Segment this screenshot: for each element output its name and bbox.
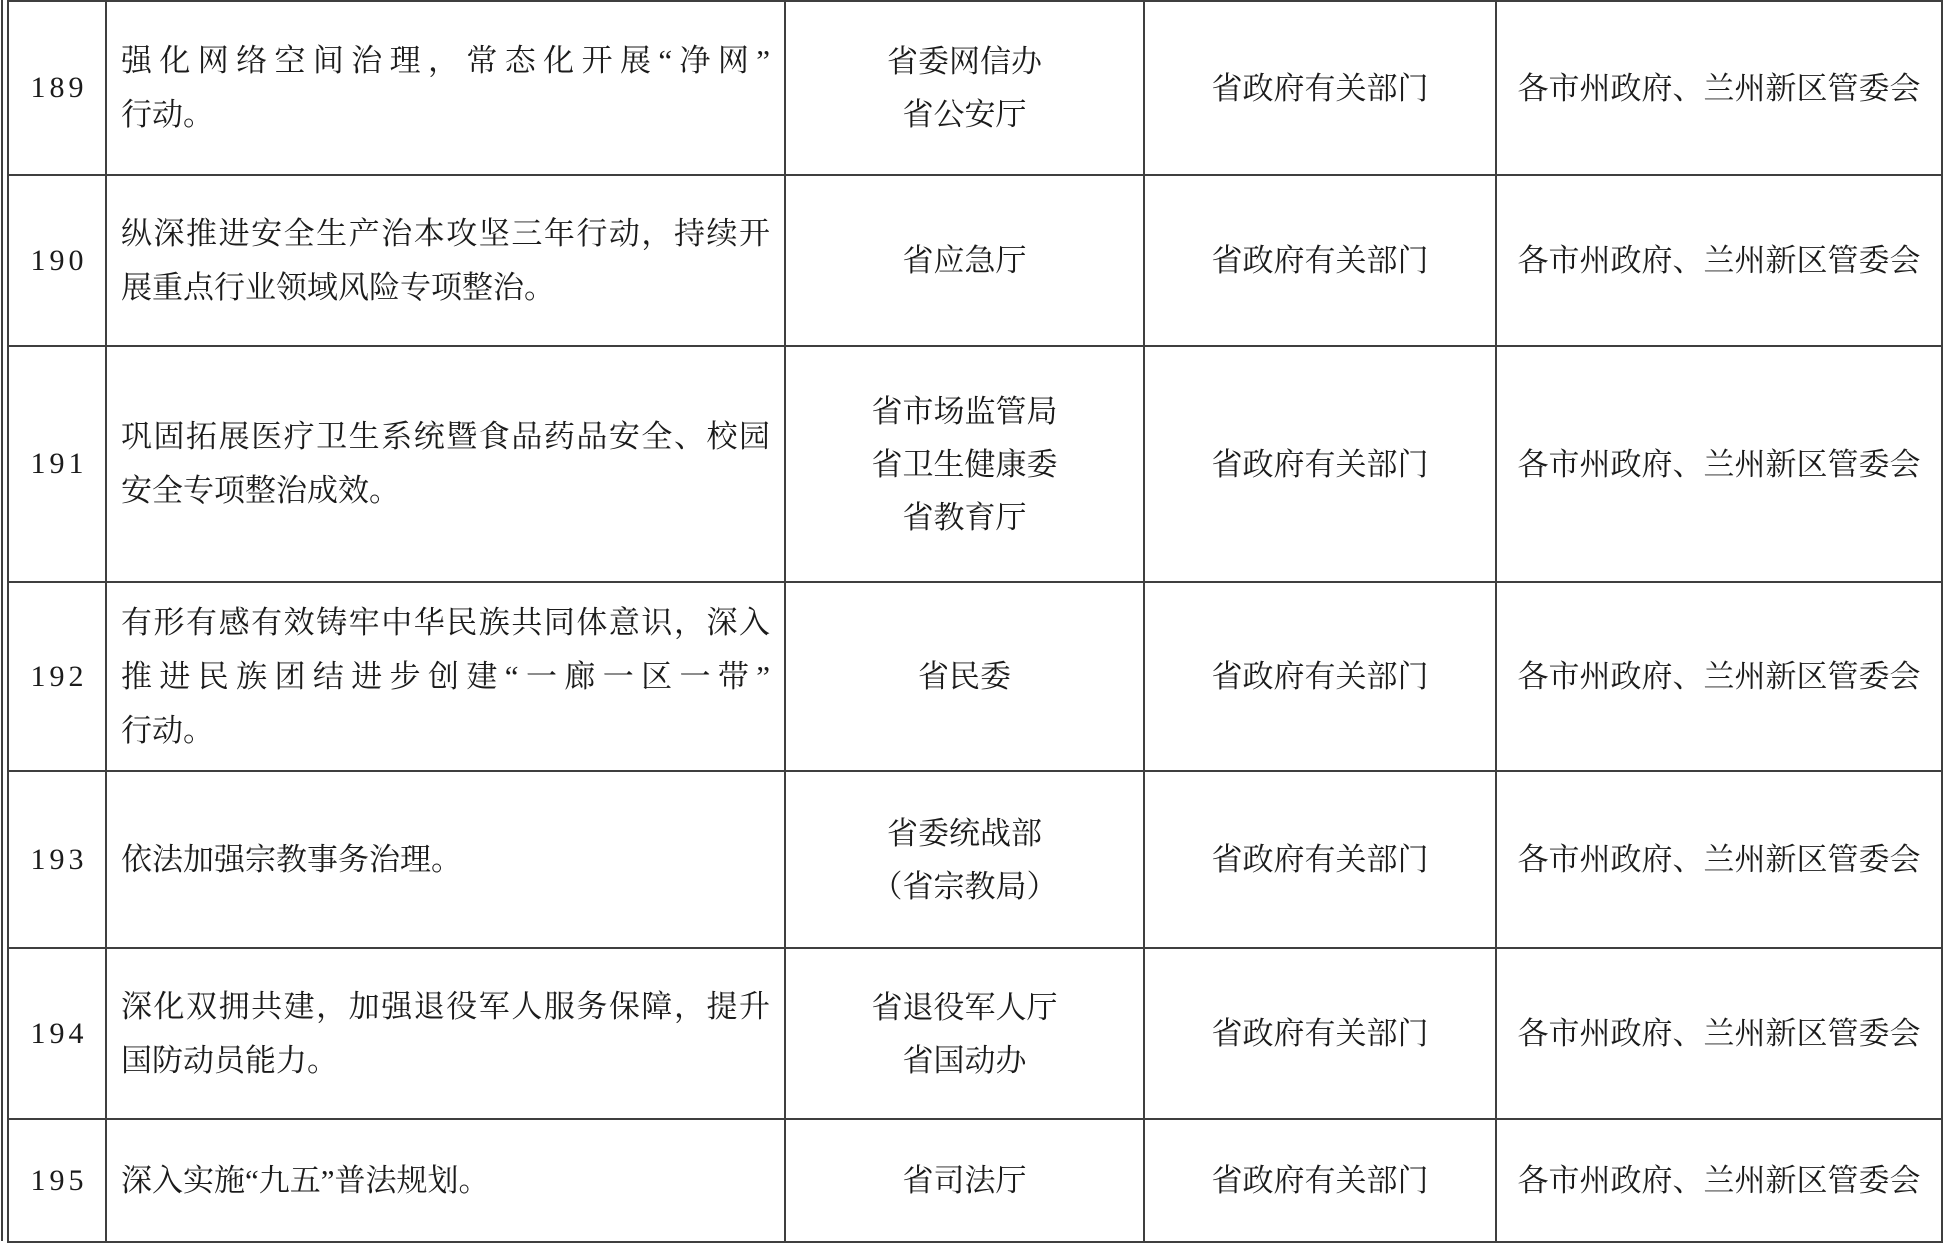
dept-line: 省卫生健康委 <box>871 446 1058 482</box>
task-cell <box>106 1119 785 1242</box>
task-line: 深入实施“九五”普法规划。 <box>121 1162 490 1198</box>
task-cell <box>106 582 785 771</box>
row-number-cell: 194 <box>8 948 106 1119</box>
lead-dept-cell <box>785 1 1144 175</box>
table-row <box>8 175 1942 346</box>
task-line: 深化双拥共建，加强退役军人服务保障，提升 <box>121 988 770 1024</box>
local-govt-cell: 各市州政府、兰州新区管委会 <box>1496 948 1942 1119</box>
lead-dept-cell <box>785 948 1144 1119</box>
row-number-cell: 193 <box>8 771 106 948</box>
table-row <box>8 1119 1942 1242</box>
task-line: 纵深推进安全生产治本攻坚三年行动，持续开 <box>121 215 770 251</box>
co-dept-cell: 省政府有关部门 <box>1144 1119 1496 1242</box>
dept-line: 省市场监管局 <box>871 393 1058 429</box>
task-line: 国防动员能力。 <box>121 1042 338 1078</box>
task-line: 行动。 <box>121 97 214 132</box>
task-assignment-table <box>7 0 1943 1243</box>
co-dept-cell: 省政府有关部门 <box>1144 175 1496 346</box>
task-line: 强化网络空间治理，常态化开展“净网” <box>121 43 770 78</box>
lead-dept-cell <box>785 771 1144 948</box>
dept-line: 省委统战部 <box>887 815 1042 851</box>
table-row <box>8 1 1942 175</box>
local-govt-cell: 各市州政府、兰州新区管委会 <box>1496 771 1942 948</box>
lead-dept-cell <box>785 582 1144 771</box>
co-dept-cell: 省政府有关部门 <box>1144 948 1496 1119</box>
lead-dept-cell <box>785 1119 1144 1242</box>
dept-line: 省退役军人厅 <box>871 989 1058 1025</box>
local-govt-cell: 各市州政府、兰州新区管委会 <box>1496 1 1942 175</box>
local-govt-cell: 各市州政府、兰州新区管委会 <box>1496 582 1942 771</box>
dept-line: 省教育厅 <box>902 499 1027 535</box>
dept-line: （省宗教局） <box>871 868 1058 904</box>
task-cell <box>106 1 785 175</box>
task-line: 有形有感有效铸牢中华民族共同体意识，深入 <box>121 604 770 640</box>
co-dept-cell: 省政府有关部门 <box>1144 346 1496 582</box>
task-cell <box>106 175 785 346</box>
task-line: 行动。 <box>121 712 214 748</box>
co-dept-cell: 省政府有关部门 <box>1144 771 1496 948</box>
co-dept-cell: 省政府有关部门 <box>1144 1 1496 175</box>
task-line: 安全专项整治成效。 <box>121 473 400 508</box>
co-dept-cell: 省政府有关部门 <box>1144 582 1496 771</box>
row-number-cell: 195 <box>8 1119 106 1242</box>
dept-line: 省司法厅 <box>902 1163 1027 1198</box>
local-govt-cell: 各市州政府、兰州新区管委会 <box>1496 346 1942 582</box>
local-govt-cell: 各市州政府、兰州新区管委会 <box>1496 175 1942 346</box>
dept-line: 省应急厅 <box>902 243 1027 278</box>
table-row <box>8 346 1942 582</box>
task-line: 推进民族团结进步创建“一廊一区一带” <box>121 658 770 694</box>
task-cell <box>106 346 785 582</box>
task-line: 依法加强宗教事务治理。 <box>121 841 462 877</box>
row-number-cell: 191 <box>8 346 106 582</box>
row-number-cell: 190 <box>8 175 106 346</box>
table-row <box>8 948 1942 1119</box>
table-row <box>8 771 1942 948</box>
task-cell <box>106 948 785 1119</box>
lead-dept-cell <box>785 346 1144 582</box>
dept-line: 省委网信办 <box>887 44 1042 79</box>
table-row <box>8 582 1942 771</box>
dept-line: 省公安厅 <box>902 97 1027 132</box>
task-cell <box>106 771 785 948</box>
row-number-cell: 189 <box>8 1 106 175</box>
lead-dept-cell <box>785 175 1144 346</box>
dept-line: 省民委 <box>918 659 1011 694</box>
task-line: 巩固拓展医疗卫生系统暨食品药品安全、校园 <box>121 419 770 454</box>
dept-line: 省国动办 <box>902 1042 1027 1078</box>
row-number-cell: 192 <box>8 582 106 771</box>
task-line: 展重点行业领域风险专项整治。 <box>121 269 555 305</box>
page-outer-border <box>1 0 3 1241</box>
local-govt-cell: 各市州政府、兰州新区管委会 <box>1496 1119 1942 1242</box>
